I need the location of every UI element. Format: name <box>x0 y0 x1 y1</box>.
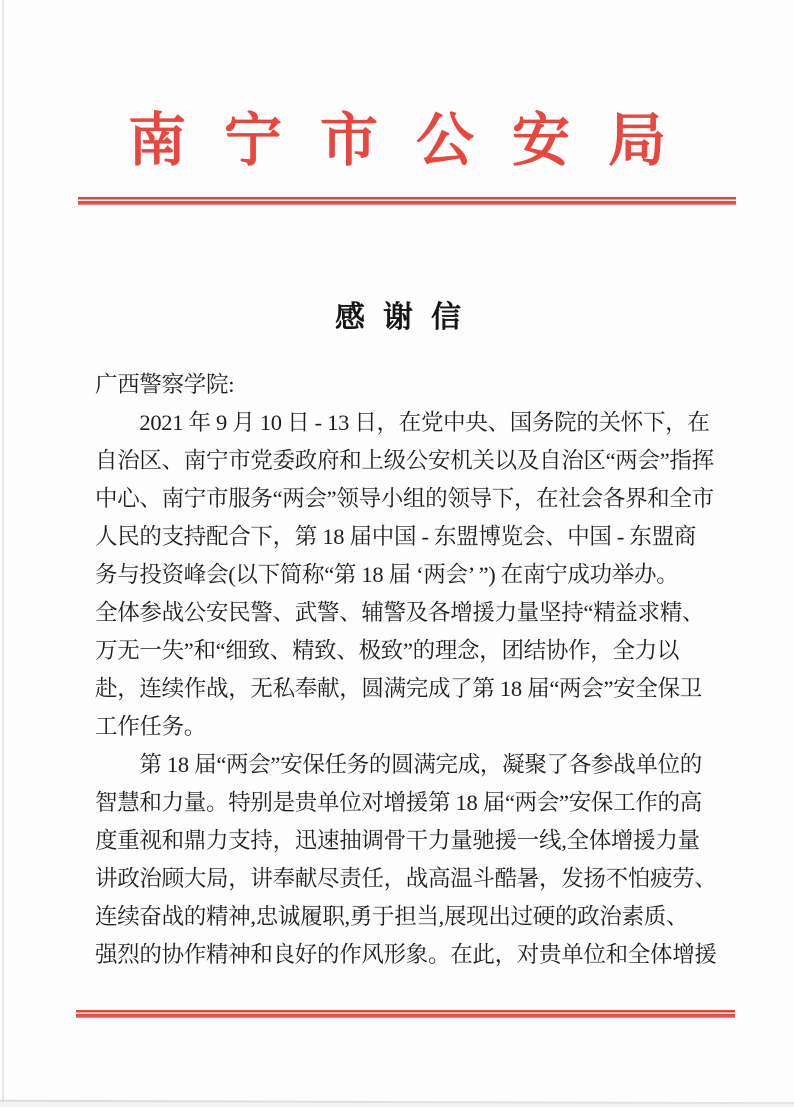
body-line: 广西警察学院: <box>95 372 235 397</box>
body-line: 度重视和鼎力支持，迅速抽调骨干力量驰援一线,全体增援力量 <box>95 828 700 853</box>
letter-body <box>95 366 735 974</box>
letterhead-agency-name: 南宁市公安局 <box>127 108 704 173</box>
body-line: 连续奋战的精神,忠诚履职,勇于担当,展现出过硬的政治素质、 <box>95 904 689 929</box>
body-line: 自治区、南宁市党委政府和上级公安机关以及自治区“两会”指挥 <box>95 448 714 473</box>
body-line: 人民的支持配合下，第 18 届中国 - 东盟博览会、中国 - 东盟商 <box>95 524 697 549</box>
letter-title: 感谢信 <box>335 301 479 334</box>
body-line: 工作任务。 <box>95 714 207 739</box>
body-line: 强烈的协作精神和良好的作风形象。在此，对贵单位和全体增援 <box>95 942 717 967</box>
body-line: 2021 年 9 月 10 日 - 13 日，在党中央、国务院的关怀下，在 <box>95 410 710 435</box>
footer-divider-rule <box>76 1010 735 1018</box>
body-line: 讲政治顾大局，讲奉献尽责任，战高温斗酷暑，发扬不怕疲劳、 <box>95 866 717 891</box>
body-line: 中心、南宁市服务“两会”领导小组的领导下，在社会各界和全市 <box>95 486 714 511</box>
letterhead-divider-rule <box>78 197 736 205</box>
body-line: 务与投资峰会(以下简称“第 18 届 ‘两会’ ”) 在南宁成功举办。 <box>95 562 679 587</box>
body-line: 万无一失”和“细致、精致、极致”的理念，团结协作，全力以 <box>95 638 680 663</box>
body-line: 智慧和力量。特别是贵单位对增援第 18 届“两会”安保工作的高 <box>95 790 702 815</box>
body-line: 全体参战公安民警、武警、辅警及各增援力量坚持“精益求精、 <box>95 600 705 625</box>
body-line: 赴，连续作战，无私奉献，圆满完成了第 18 届“两会”安全保卫 <box>95 676 702 701</box>
body-line: 第 18 届“两会”安保任务的圆满完成，凝聚了各参战单位的 <box>95 752 702 777</box>
